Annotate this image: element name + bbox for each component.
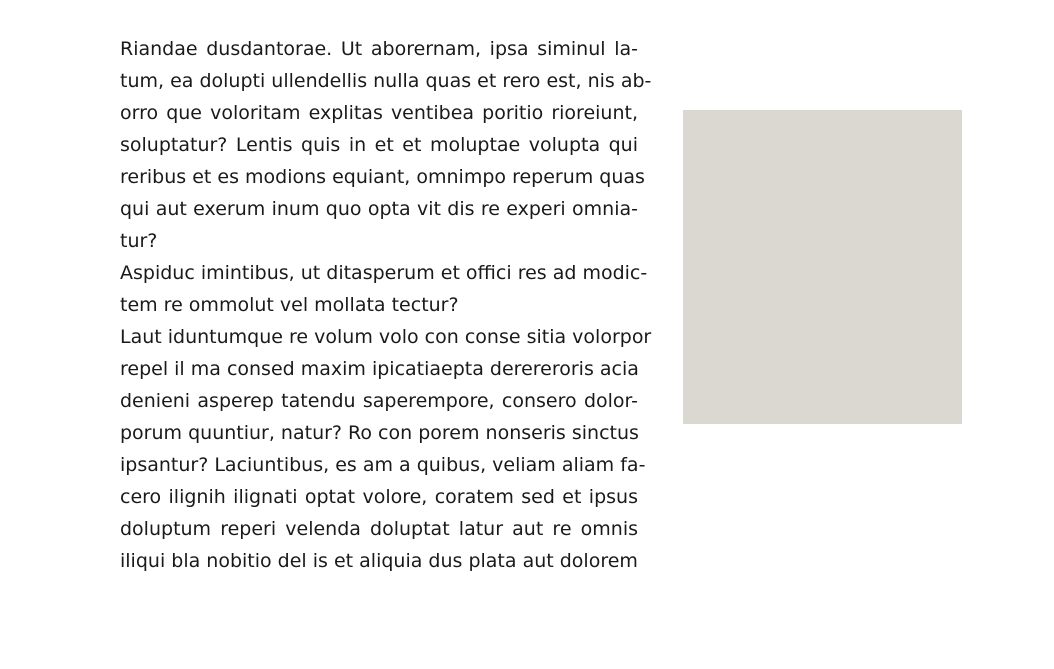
text-line: repel il ma consed maxim ipicatiaepta derereroris acia [120, 358, 639, 380]
text-line: orro que voloritam explitas ventibea poritio rioreiunt, [120, 102, 638, 124]
paragraph-3 [120, 321, 652, 577]
text-line: tem re ommolut vel mollata tectur? [120, 294, 459, 316]
text-line: porum quuntiur, natur? Ro con porem nonseris sinctus [120, 422, 639, 444]
text-line: Riandae dusdantorae. Ut aborernam, ipsa siminul la- [120, 38, 638, 60]
paragraph-1 [120, 33, 652, 257]
text-line: ipsantur? Laciuntibus, es am a quibus, veliam aliam fa- [120, 454, 646, 476]
text-line: tum, ea dolupti ullendellis nulla quas et rero est, nis ab- [120, 70, 652, 92]
text-line: cero ilignih ilignati optat volore, coratem sed et ipsus [120, 486, 638, 508]
text-line: Aspiduc imintibus, ut ditasperum et offici res ad modic- [120, 262, 648, 284]
image-placeholder [683, 110, 962, 424]
text-line: soluptatur? Lentis quis in et et moluptae volupta qui [120, 134, 638, 156]
text-line: Laut iduntumque re volum volo con conse sitia volorpor [120, 326, 652, 348]
body-text-column [120, 33, 652, 577]
paragraph-2 [120, 257, 648, 321]
text-line: denieni asperep tatendu saperempore, consero dolor- [120, 390, 638, 412]
text-line: qui aut exerum inum quo opta vit dis re experi omnia- [120, 198, 638, 220]
text-line: iliqui bla nobitio del is et aliquia dus plata aut dolorem [120, 550, 638, 572]
text-line: reribus et es modions equiant, omnimpo reperum quas [120, 166, 645, 188]
text-line: tur? [120, 230, 158, 252]
text-line: doluptum reperi velenda doluptat latur aut re omnis [120, 518, 638, 540]
